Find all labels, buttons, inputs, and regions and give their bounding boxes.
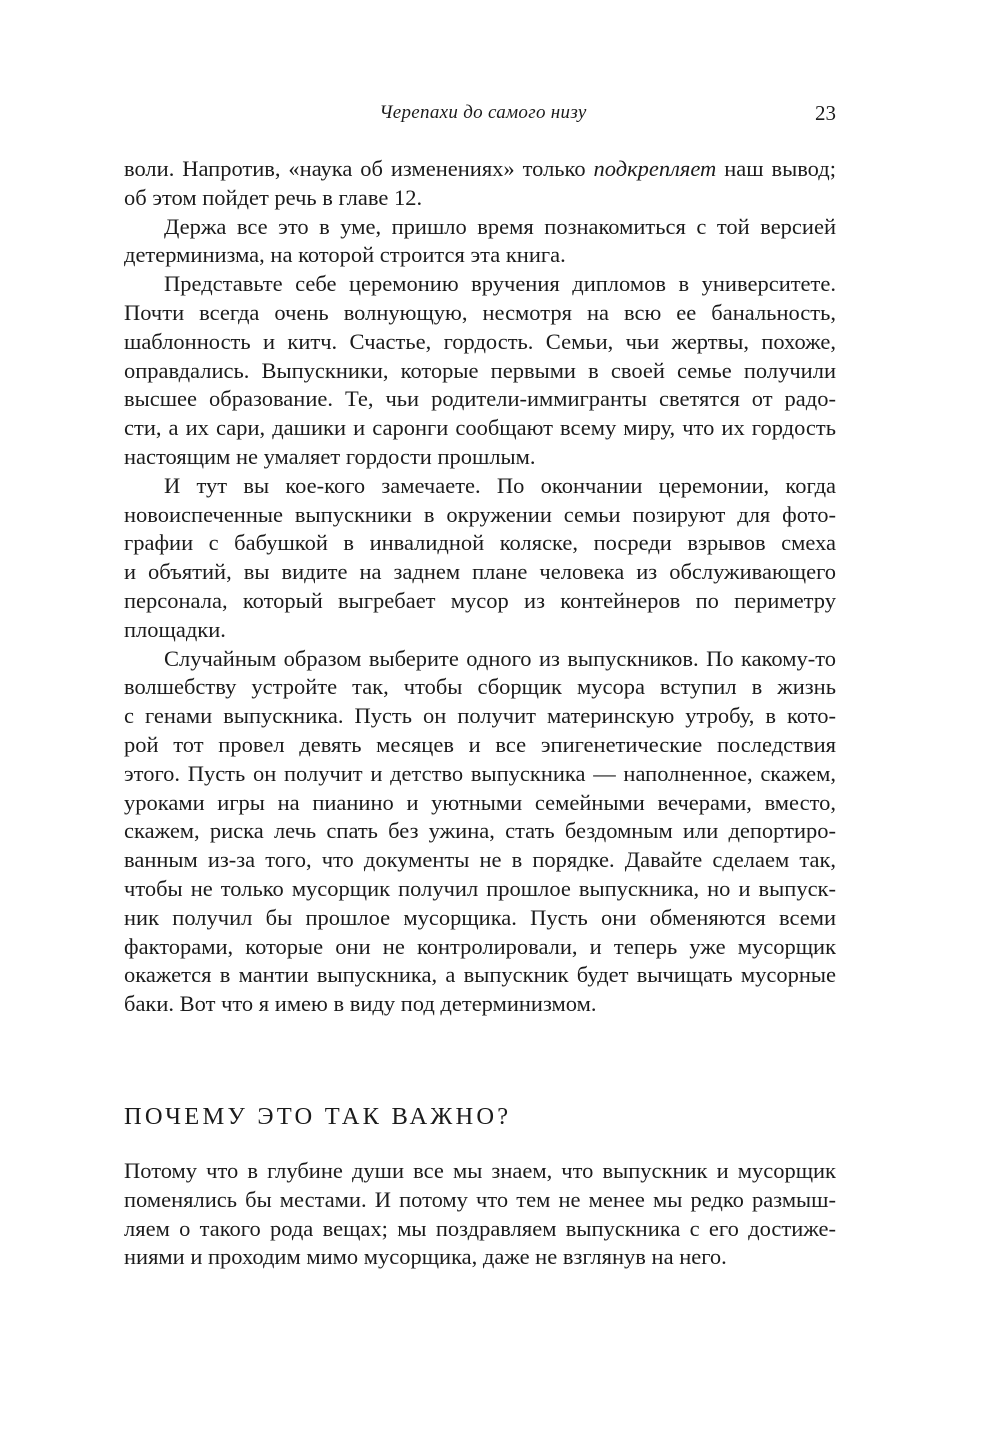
- text-line: Держа все это в уме, пришло время познакомиться с той версией: [164, 213, 836, 239]
- text-line: сти, а их сари, дашики и саронги сообщают всему миру, что их гордость: [124, 415, 836, 441]
- text-line: с генами выпускника. Пусть он получит материнскую утробу, в кото-: [124, 703, 836, 729]
- text-line: новоиспеченные выпускники в окружении семьи позируют для фото-: [124, 501, 836, 527]
- paragraph-5: [124, 645, 836, 1019]
- text-line: факторами, которые они не контролировали, и теперь уже мусорщик: [124, 933, 836, 959]
- text-line: скажем, риска лечь спать без ужина, стать бездомным или депортиро-: [124, 818, 836, 844]
- text-line: ниями и проходим мимо мусорщика, даже не взглянув на него.: [124, 1244, 727, 1270]
- text-line: и объятий, вы видите на заднем плане человека из обслуживающего: [124, 559, 836, 585]
- text-line: оправдались. Выпускники, которые первыми в своей семье получили: [124, 357, 836, 383]
- text-line: настоящим не умаляет гордости прошлым.: [124, 443, 536, 469]
- running-header: [0, 98, 1000, 128]
- page-number: 23: [815, 101, 836, 125]
- text-line: Потому что в глубине души все мы знаем, что выпускник и мусорщик: [124, 1158, 836, 1183]
- text-line: ляем о такого рода вещах; мы поздравляем выпускника с его достиже-: [124, 1215, 836, 1241]
- running-title: Черепахи до самого низу: [379, 102, 587, 123]
- text-line: воли. Напротив, «наука об изменениях» только подкрепляет наш вывод;: [124, 156, 836, 181]
- text-line: шаблонность и китч. Счастье, гордость. Семьи, чьи жертвы, похоже,: [124, 328, 836, 354]
- paragraph-4: [124, 472, 836, 645]
- paragraph-2: [124, 213, 836, 271]
- text-line: графии с бабушкой в инвалидной коляске, посреди взрывов смеха: [124, 530, 836, 556]
- text-line: баки. Вот что я имею в виду под детерминизмом.: [124, 991, 597, 1017]
- text-line: Случайным образом выберите одного из выпускников. По какому-то: [164, 645, 836, 671]
- text-line: Представьте себе церемонию вручения дипломов в университете.: [164, 271, 836, 297]
- text-line: окажется в мантии выпускника, а выпускник будет вычищать мусорные: [124, 962, 836, 988]
- text-line: этого. Пусть он получит и детство выпускника — наполненное, скажем,: [124, 760, 836, 786]
- paragraph-3: [124, 270, 836, 472]
- text-line: И тут вы кое-кого замечаете. По окончании церемонии, когда: [164, 472, 836, 498]
- text-line: площадки.: [124, 616, 226, 642]
- text-line: об этом пойдет речь в главе 12.: [124, 184, 423, 210]
- paragraph-1: [124, 155, 836, 213]
- text-line: ванным из-за того, что документы не в порядке. Давайте сделаем так,: [124, 847, 836, 873]
- text-line: рой тот провел девять месяцев и все эпигенетические последствия: [124, 731, 836, 757]
- text-line: волшебству устройте так, чтобы сборщик мусора вступил в жизнь: [124, 674, 836, 700]
- text-line: Почти всегда очень волнующую, несмотря на всю ее банальность,: [124, 299, 836, 325]
- text-line: чтобы не только мусорщик получил прошлое выпускника, но и выпуск-: [124, 875, 836, 901]
- section-paragraph-1: [124, 1157, 836, 1272]
- text-line: персонала, который выгребает мусор из контейнеров по периметру: [124, 587, 836, 613]
- text-line: поменялись бы местами. И потому что тем не менее мы редко размыш-: [124, 1186, 836, 1212]
- emphasis: подкрепляет: [593, 156, 717, 181]
- section-heading: ПОЧЕМУ ЭТО ТАК ВАЖНО?: [124, 1103, 512, 1130]
- text-line: уроками игры на пианино и уютными семейными вечерами, вместо,: [124, 789, 836, 815]
- text-line: высшее образование. Те, чьи родители-иммигранты светятся от радо-: [124, 386, 836, 412]
- text-line: детерминизма, на которой строится эта книга.: [124, 242, 566, 268]
- text-line: ник получил бы прошлое мусорщика. Пусть они обменяются всеми: [124, 904, 836, 930]
